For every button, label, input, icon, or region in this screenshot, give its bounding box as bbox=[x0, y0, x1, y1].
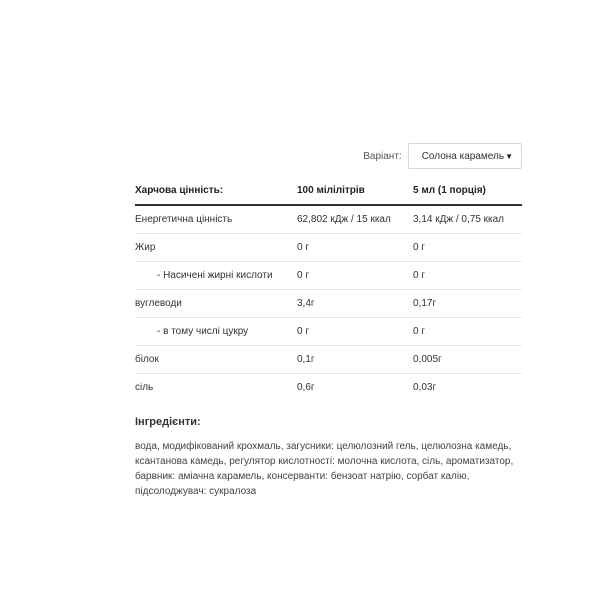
caret-down-icon: ▼ bbox=[505, 151, 513, 161]
table-row bbox=[135, 318, 522, 346]
row-per-100: 0 г bbox=[297, 234, 413, 262]
row-name: вуглеводи bbox=[135, 290, 297, 318]
variant-label: Варіант: bbox=[363, 150, 402, 162]
row-name: білок bbox=[135, 346, 297, 374]
row-per-serving: 0 г bbox=[413, 262, 522, 290]
table-row bbox=[135, 234, 522, 262]
table-row bbox=[135, 205, 522, 234]
row-name: - в тому числі цукру bbox=[135, 318, 297, 346]
row-per-100: 0,6г bbox=[297, 382, 315, 393]
row-per-serving: 0 г bbox=[413, 234, 522, 262]
row-per-serving: 0,03г bbox=[413, 382, 437, 393]
table-row bbox=[135, 374, 522, 402]
row-name: Жир bbox=[135, 234, 297, 262]
table-row bbox=[135, 290, 522, 318]
row-per-100: 0,1г bbox=[297, 346, 413, 374]
header-per-serving: 5 мл (1 порція) bbox=[413, 177, 522, 205]
header-per-100: 100 мілілітрів bbox=[297, 177, 413, 205]
row-per-serving: 0,005г bbox=[413, 346, 522, 374]
row-per-100: 3,4г bbox=[297, 290, 413, 318]
row-name: Енергетична цінність bbox=[135, 205, 297, 234]
ingredients-text: вода, модифікований крохмаль, загусники: целюлозний гель, целюлозна камедь, ксантанова камедь, регулятор кислотності: молочна кислота, сіль, ароматизатор, барвник: аміачна карамель, консерванти: бензоат натрію, сорбат калію, підсолоджувач: сукралоза bbox=[135, 441, 514, 497]
header-nutrition: Харчова цінність: bbox=[135, 177, 297, 205]
variant-selector-row bbox=[135, 142, 522, 170]
row-per-100: 0 г bbox=[297, 318, 413, 346]
row-per-100: 62,802 кДж / 15 ккал bbox=[297, 205, 413, 234]
row-per-100: 0 г bbox=[297, 262, 413, 290]
nutrition-header-row bbox=[135, 177, 522, 205]
variant-select[interactable] bbox=[408, 143, 522, 169]
row-per-serving: 3,14 кДж / 0,75 ккал bbox=[413, 205, 522, 234]
nutrition-table bbox=[135, 177, 522, 401]
row-per-serving: 0,17г bbox=[413, 290, 522, 318]
row-name: сіль bbox=[135, 382, 154, 393]
row-name: - Насичені жирні кислоти bbox=[135, 262, 297, 290]
row-per-serving: 0 г bbox=[413, 318, 522, 346]
table-row bbox=[135, 262, 522, 290]
variant-selected-value: Солона карамель bbox=[421, 150, 505, 162]
ingredients-title: Інгредієнти: bbox=[135, 416, 201, 428]
table-row bbox=[135, 346, 522, 374]
